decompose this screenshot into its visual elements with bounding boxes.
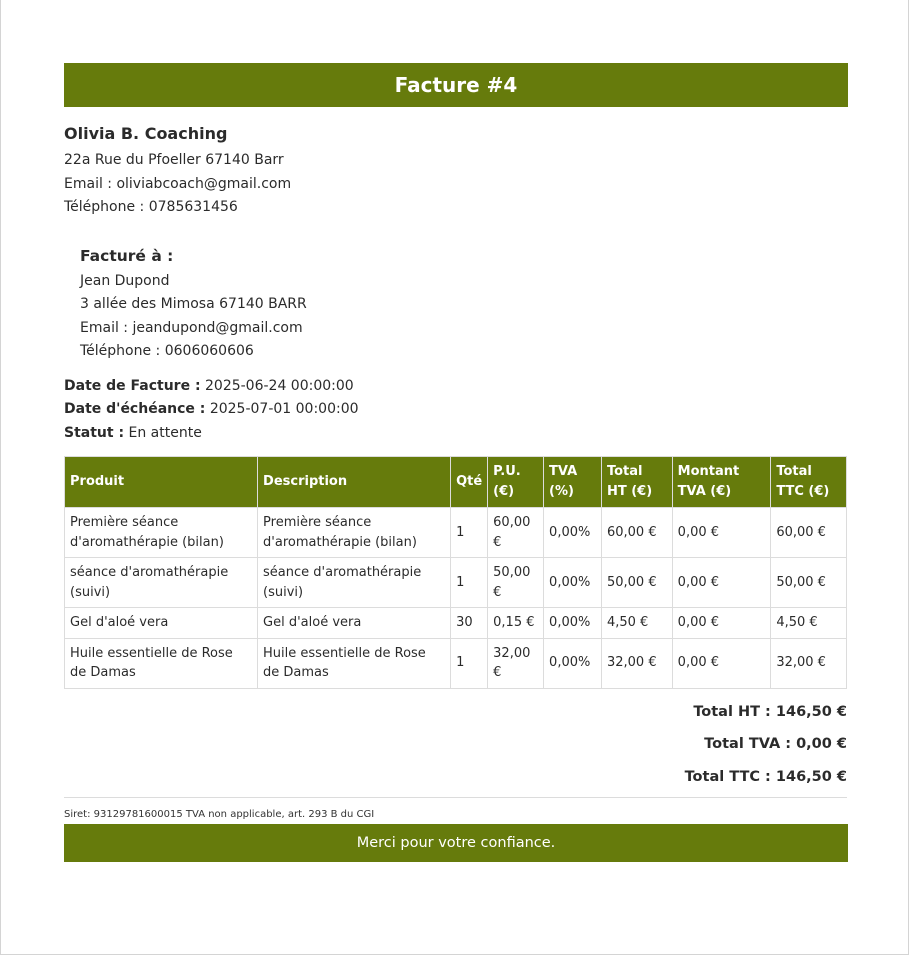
col-header-vat-rate: TVA (%) xyxy=(544,457,602,508)
cell-vat-amount: 0,00 € xyxy=(672,608,771,639)
invoice-date xyxy=(64,375,848,399)
cell-total-ttc: 4,50 € xyxy=(771,608,847,639)
invoice-meta xyxy=(64,375,848,446)
footer-divider xyxy=(64,797,847,798)
cell-unit-price: 60,00 € xyxy=(488,508,544,558)
cell-total-ttc: 50,00 € xyxy=(771,558,847,608)
col-header-product: Produit xyxy=(65,457,258,508)
cell-unit-price: 50,00 € xyxy=(488,558,544,608)
col-header-description: Description xyxy=(258,457,451,508)
cell-description: Gel d'aloé vera xyxy=(258,608,451,639)
cell-vat-rate: 0,00% xyxy=(544,558,602,608)
cell-vat-rate: 0,00% xyxy=(544,508,602,558)
billed-to-title: Facturé à : xyxy=(80,246,174,265)
invoice-date-label: Date de Facture : xyxy=(64,377,201,394)
cell-vat-rate: 0,00% xyxy=(544,638,602,688)
table-row xyxy=(65,508,847,558)
company-details xyxy=(64,149,848,220)
total-ttc: Total TTC : 146,50 € xyxy=(684,768,847,785)
cell-total-ht: 4,50 € xyxy=(601,608,672,639)
company-phone: Téléphone : 0785631456 xyxy=(64,199,238,215)
thanks-bar xyxy=(64,824,848,862)
invoice-date-value: 2025-06-24 00:00:00 xyxy=(205,377,354,394)
cell-total-ht: 60,00 € xyxy=(601,508,672,558)
invoice-status xyxy=(64,422,848,446)
cell-quantity: 1 xyxy=(451,508,488,558)
cell-total-ttc: 32,00 € xyxy=(771,638,847,688)
cell-quantity: 1 xyxy=(451,638,488,688)
col-header-quantity: Qté xyxy=(451,457,488,508)
invoice-title: Facture #4 xyxy=(394,73,518,97)
client-phone: Téléphone : 0606060606 xyxy=(80,343,254,359)
total-ht: Total HT : 146,50 € xyxy=(693,703,847,720)
thanks-message: Merci pour votre confiance. xyxy=(356,835,556,851)
total-tva: Total TVA : 0,00 € xyxy=(704,736,847,752)
cell-vat-amount: 0,00 € xyxy=(672,558,771,608)
billed-to-details xyxy=(80,270,848,364)
billed-to-section xyxy=(64,247,848,364)
table-row xyxy=(65,558,847,608)
cell-product: Huile essentielle de Rose de Damas xyxy=(65,638,258,688)
cell-vat-amount: 0,00 € xyxy=(672,638,771,688)
status-label: Statut : xyxy=(64,424,125,441)
col-header-total-ht: Total HT (€) xyxy=(601,457,672,508)
due-date-label: Date d'échéance : xyxy=(64,401,206,417)
col-header-total-ttc: Total TTC (€) xyxy=(771,457,847,508)
cell-total-ht: 50,00 € xyxy=(601,558,672,608)
client-name: Jean Dupond xyxy=(80,272,170,289)
invoice-title-bar xyxy=(64,63,848,107)
cell-unit-price: 0,15 € xyxy=(488,608,544,639)
due-date xyxy=(64,398,848,422)
table-row xyxy=(65,638,847,688)
cell-vat-amount: 0,00 € xyxy=(672,508,771,558)
cell-quantity: 30 xyxy=(451,608,488,639)
company-name: Olivia B. Coaching xyxy=(64,124,228,143)
cell-description: Huile essentielle de Rose de Damas xyxy=(258,638,451,688)
col-header-vat-amount: Montant TVA (€) xyxy=(672,457,771,508)
table-row xyxy=(65,608,847,639)
legal-note: Siret: 93129781600015 TVA non applicable, art. 293 B du CGI xyxy=(64,809,375,820)
client-email: Email : jeandupond@gmail.com xyxy=(80,319,303,336)
cell-unit-price: 32,00 € xyxy=(488,638,544,688)
cell-description: Première séance d'aromathérapie (bilan) xyxy=(258,508,451,558)
cell-description: séance d'aromathérapie (suivi) xyxy=(258,558,451,608)
cell-quantity: 1 xyxy=(451,558,488,608)
status-value: En attente xyxy=(128,424,202,441)
cell-total-ttc: 60,00 € xyxy=(771,508,847,558)
cell-total-ht: 32,00 € xyxy=(601,638,672,688)
totals-section xyxy=(64,697,847,795)
invoice-document xyxy=(64,63,848,862)
cell-vat-rate: 0,00% xyxy=(544,608,602,639)
cell-product: Gel d'aloé vera xyxy=(65,608,258,639)
table-header-row xyxy=(65,457,847,508)
cell-product: séance d'aromathérapie (suivi) xyxy=(65,558,258,608)
items-table xyxy=(64,456,847,689)
due-date-value: 2025-07-01 00:00:00 xyxy=(209,401,359,417)
cell-product: Première séance d'aromathérapie (bilan) xyxy=(65,508,258,558)
company-address: 22a Rue du Pfoeller 67140 Barr xyxy=(64,152,284,168)
client-address: 3 allée des Mimosa 67140 BARR xyxy=(80,296,307,312)
col-header-unit-price: P.U. (€) xyxy=(488,457,544,508)
company-email: Email : oliviabcoach@gmail.com xyxy=(64,175,292,192)
